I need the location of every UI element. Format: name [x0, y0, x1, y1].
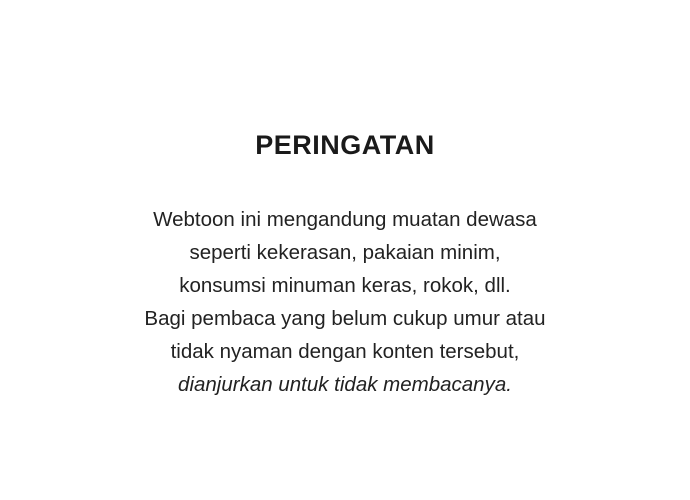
body-line: Webtoon ini mengandung muatan dewasa	[153, 208, 537, 231]
body-line-italic: dianjurkan untuk tidak membacanya.	[178, 373, 512, 396]
body-line: tidak nyaman dengan konten tersebut,	[170, 340, 520, 363]
page-title: PERINGATAN	[255, 130, 435, 160]
body-line: konsumsi minuman keras, rokok, dll.	[179, 274, 511, 297]
warning-body-text	[144, 203, 545, 401]
body-line: Bagi pembaca yang belum cukup umur atau	[144, 307, 546, 330]
body-line: seperti kekerasan, pakaian minim,	[189, 241, 501, 264]
